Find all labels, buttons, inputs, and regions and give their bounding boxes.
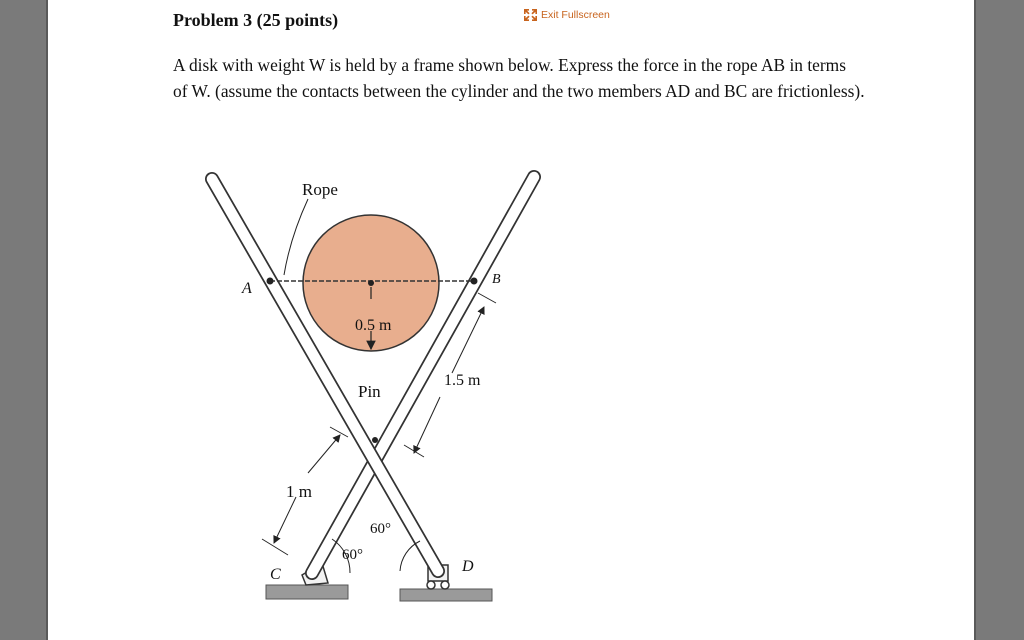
document-page [46,0,976,640]
statement-line-1: A disk with weight W is held by a frame shown below. Express the force in the rope AB in terms [173,55,846,75]
point-b-dot [471,278,478,285]
lower-dim-label: 1 m [286,482,312,501]
angle-c-label: 60° [342,547,363,563]
point-a-dot [267,278,274,285]
point-c-label: C [270,566,281,583]
exit-fullscreen-icon [524,9,537,21]
upper-dim-label: 1.5 m [444,372,481,389]
rope-leader [284,199,308,275]
exit-fullscreen-label: Exit Fullscreen [541,9,610,21]
ground-d [400,589,492,601]
point-b-label: B [492,272,501,287]
ground-c [266,585,348,599]
pin [372,437,378,443]
statement-line-2: of W. (assume the contacts between the cylinder and the two members AD and BC are frictionless). [173,81,865,101]
point-a-label: A [242,280,252,297]
point-d-label: D [462,558,474,575]
exit-fullscreen-button[interactable] [524,9,610,21]
pin-label: Pin [358,382,381,401]
problem-statement [173,52,973,104]
frame-diagram [178,135,568,615]
radius-label: 0.5 m [355,317,392,334]
angle-d-label: 60° [370,521,391,537]
rope-label: Rope [302,180,338,199]
problem-title: Problem 3 (25 points) [173,10,339,30]
